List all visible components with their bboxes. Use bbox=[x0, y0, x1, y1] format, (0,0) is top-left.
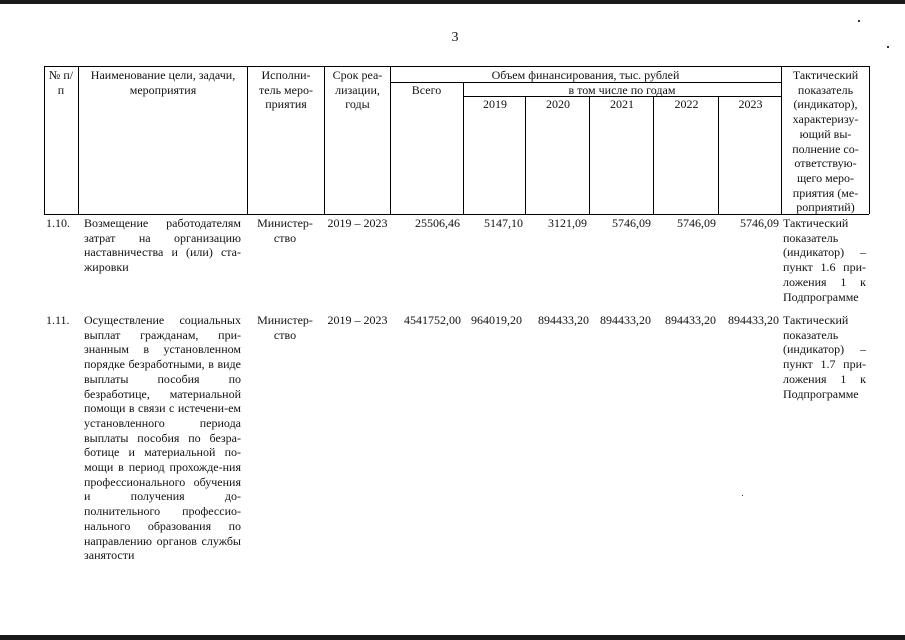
scan-bottom-border bbox=[0, 635, 905, 640]
header-indicator: Тактический показатель (индикатор), характеризу-ющий вы-полнение со-ответствую-щего меро-приятия (ме-роприятий) bbox=[792, 68, 859, 215]
header-executor: Исполни-тель меро-приятия bbox=[259, 68, 313, 112]
column-rule bbox=[653, 96, 654, 214]
column-rule bbox=[78, 66, 79, 214]
column-rule bbox=[324, 66, 325, 214]
table-border-top bbox=[44, 66, 869, 67]
column-rule bbox=[44, 66, 45, 214]
row-1-11-2020: 894433,20 bbox=[538, 313, 589, 327]
column-rule bbox=[718, 96, 719, 214]
row-1-10-indicator: Тактический показатель (индикатор) – пункт 1.6 при-ложения 1 к Подпрограмме bbox=[783, 216, 866, 304]
row-1-11-executor: Министер-ство bbox=[257, 313, 313, 342]
row-1-11-2021: 894433,20 bbox=[600, 313, 651, 327]
row-1-11-2022: 894433,20 bbox=[665, 313, 716, 327]
row-1-11-2023: 894433,20 bbox=[728, 313, 779, 327]
row-1-10-period: 2019 – 2023 bbox=[327, 216, 388, 230]
row-1-10-executor: Министер-ство bbox=[257, 216, 313, 245]
column-rule bbox=[463, 82, 464, 214]
row-1-10-2019: 5147,10 bbox=[484, 216, 523, 230]
scan-speck bbox=[887, 46, 889, 48]
row-1-10-total: 25506,46 bbox=[415, 216, 460, 230]
page-number: 3 bbox=[451, 30, 459, 45]
header-num: № п/п bbox=[48, 68, 74, 97]
scan-speck bbox=[858, 20, 860, 22]
scan-speck bbox=[742, 495, 743, 496]
header-year-2019: 2019 bbox=[483, 97, 507, 111]
row-1-11-period: 2019 – 2023 bbox=[327, 313, 388, 327]
row-1-11-indicator: Тактический показатель (индикатор) – пункт 1.7 при-ложения 1 к Подпрограмме bbox=[783, 313, 866, 401]
scan-top-border bbox=[0, 0, 905, 4]
header-year-2021: 2021 bbox=[610, 97, 634, 111]
row-1-10-2021: 5746,09 bbox=[612, 216, 651, 230]
header-period: Срок реа-лизации, годы bbox=[332, 68, 383, 112]
row-1-10-2022: 5746,09 bbox=[677, 216, 716, 230]
row-1-10-num: 1.10. bbox=[46, 216, 70, 230]
row-1-10-name: Возмещение работодателям затрат на организацию наставничества и (или) ста-жировки bbox=[84, 216, 241, 275]
column-rule bbox=[390, 66, 391, 214]
column-rule bbox=[781, 66, 782, 214]
row-1-11-total: 4541752,00 bbox=[404, 313, 461, 327]
header-name: Наименование цели, задачи, мероприятия bbox=[90, 68, 236, 97]
row-1-10-2020: 3121,09 bbox=[548, 216, 587, 230]
column-rule bbox=[525, 96, 526, 214]
row-1-11-2019: 964019,20 bbox=[471, 313, 522, 327]
header-by-year: в том числе по годам bbox=[568, 83, 676, 97]
row-1-10-2023: 5746,09 bbox=[740, 216, 779, 230]
header-funding: Объем финансирования, тыс. рублей bbox=[491, 68, 680, 82]
column-rule bbox=[247, 66, 248, 214]
header-year-2022: 2022 bbox=[674, 97, 699, 111]
header-total: Всего bbox=[411, 83, 442, 97]
header-bottom-rule bbox=[44, 214, 869, 215]
column-rule bbox=[589, 96, 590, 214]
row-1-11-name: Осуществление социальных выплат гражданам, при-знанным в установленном порядке безработными, в виде выплаты пособия по безработице, материальной помощи в связи с истечени-ем установленного периода выплаты пособия по безра-ботице и материальной по-мощи в период прохожде-ния профессионального обучения и получения до-полнительного профессио-нального образования по направлению органов службы занятости bbox=[84, 313, 241, 563]
column-rule bbox=[869, 66, 870, 214]
row-1-11-num: 1.11. bbox=[46, 313, 70, 327]
header-year-2020: 2020 bbox=[546, 97, 570, 111]
header-year-2023: 2023 bbox=[738, 97, 763, 111]
